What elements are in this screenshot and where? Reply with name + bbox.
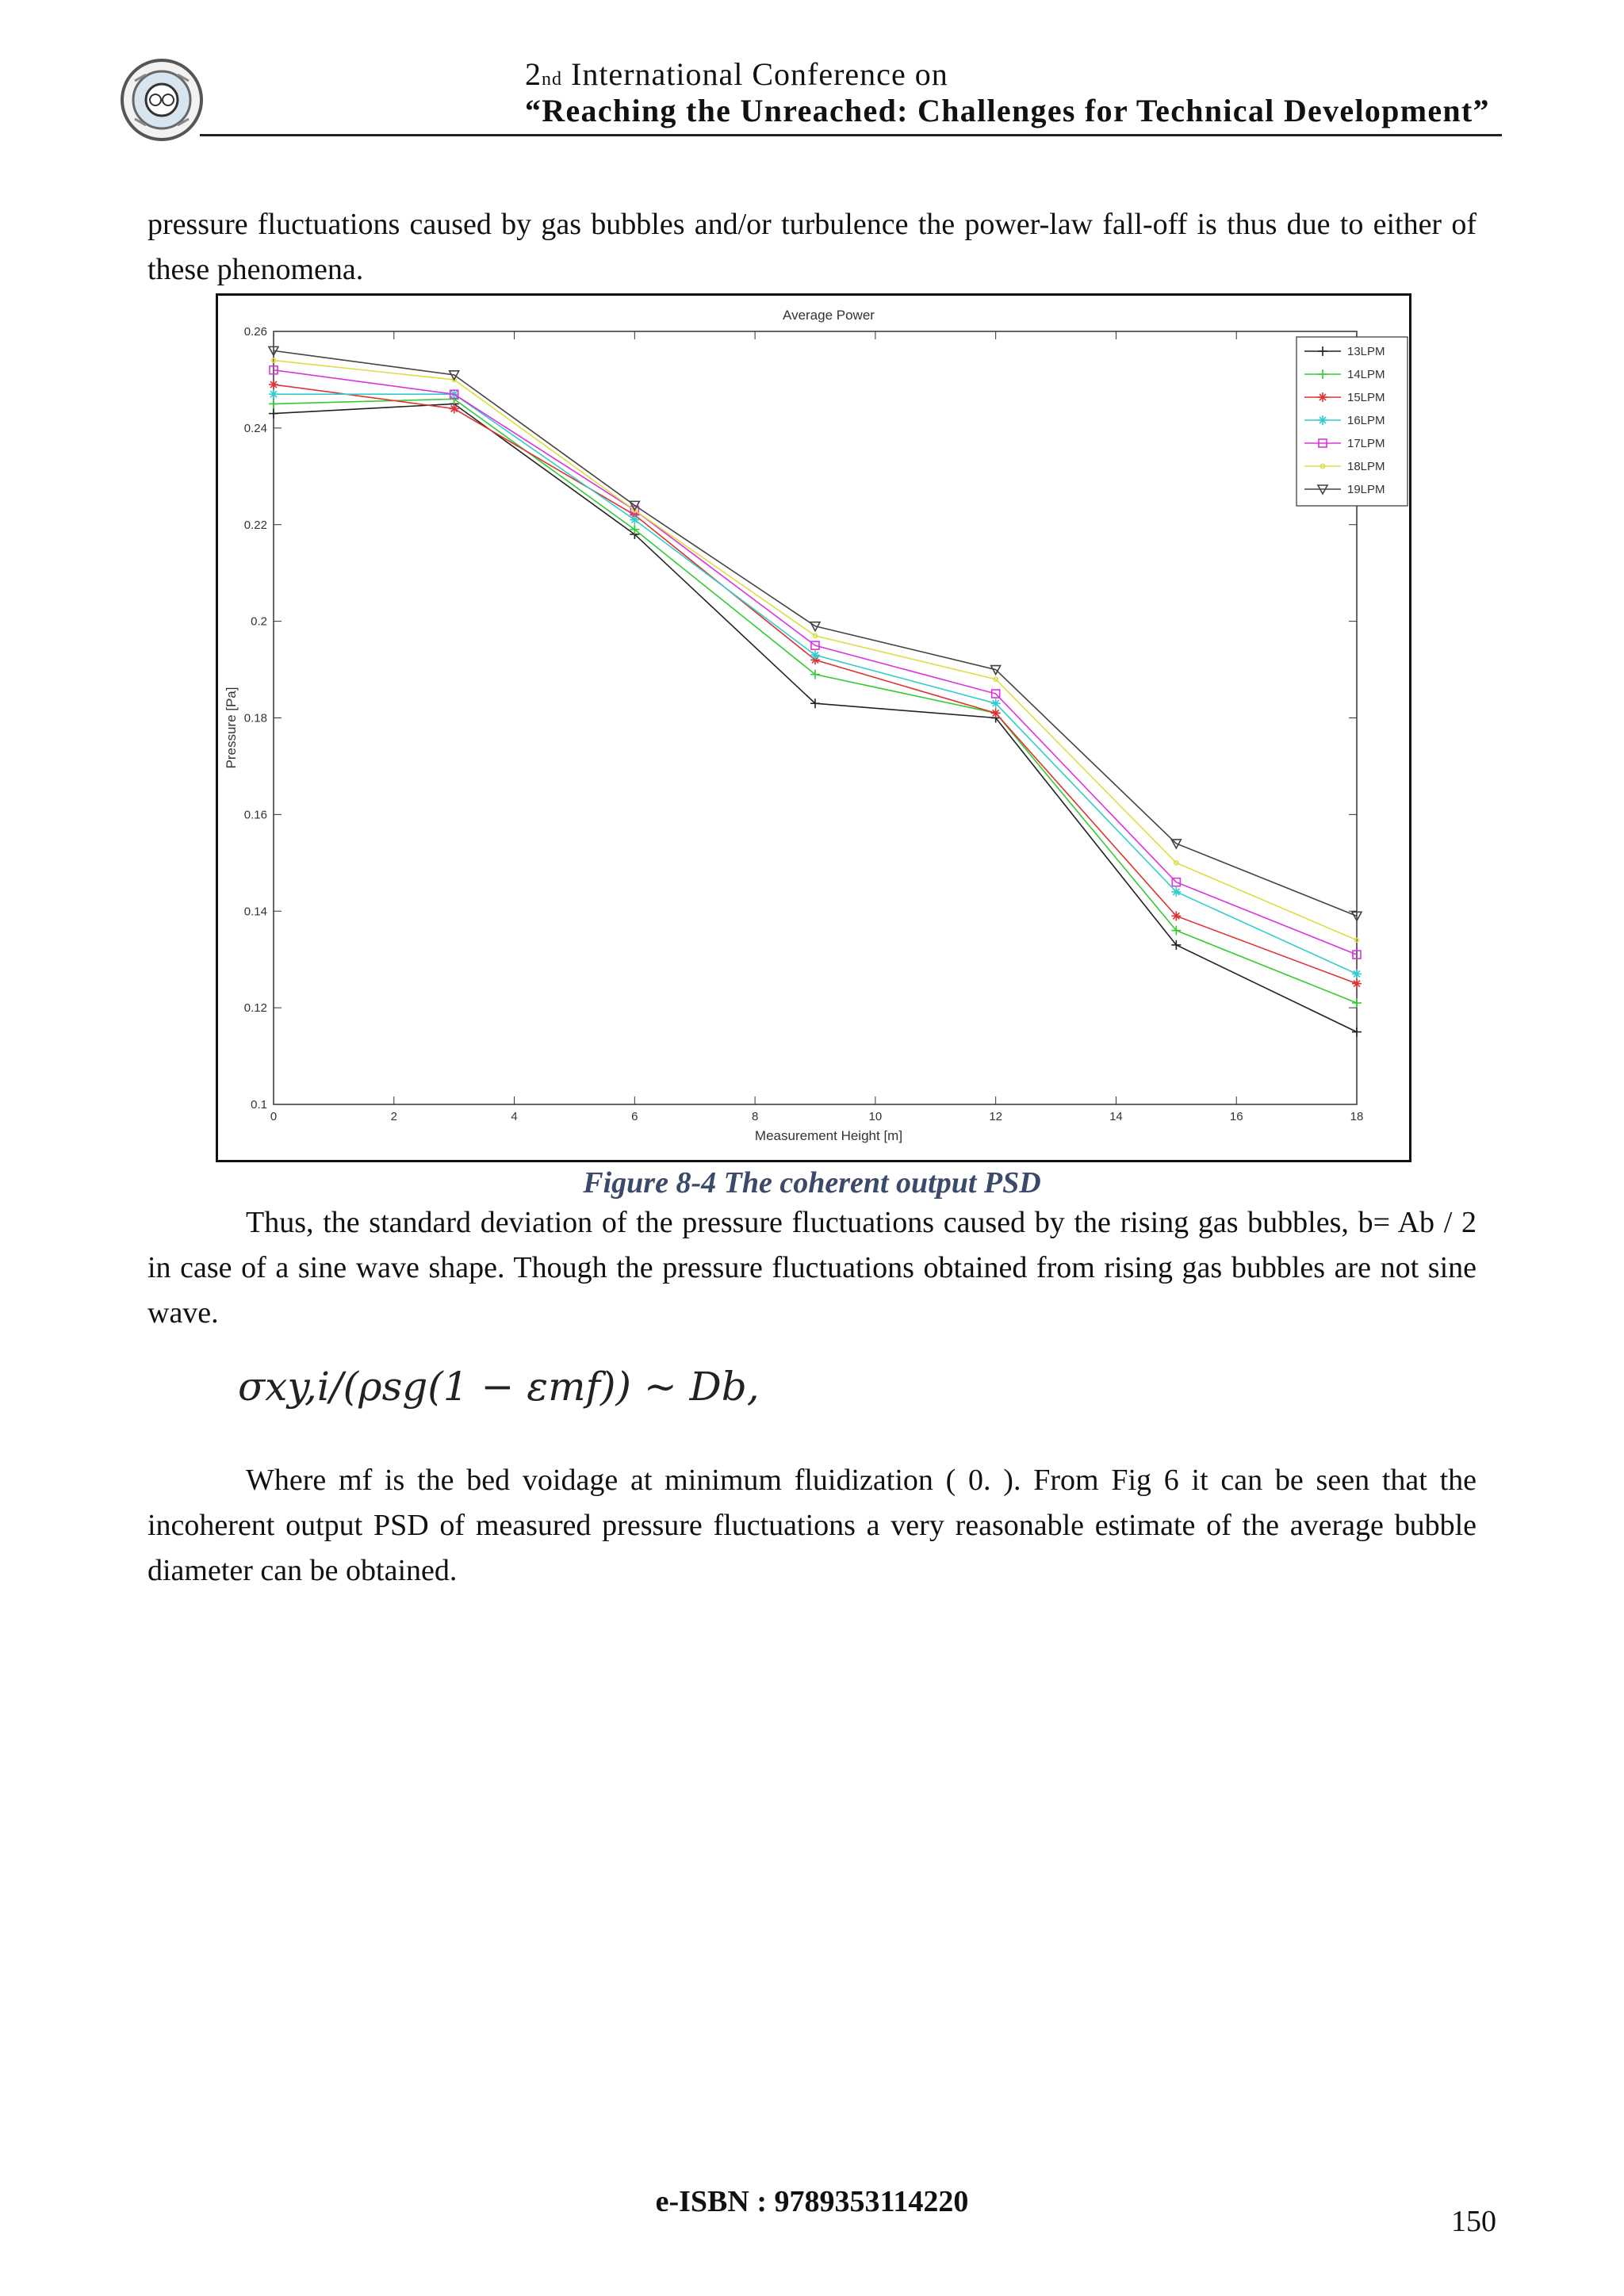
x-tick-label: 6 <box>631 1110 638 1123</box>
y-tick-label: 0.22 <box>243 518 267 532</box>
y-tick-label: 0.1 <box>251 1098 267 1112</box>
y-tick-label: 0.16 <box>243 808 267 822</box>
chart-legend <box>1297 337 1408 506</box>
x-tick-label: 2 <box>390 1110 397 1123</box>
x-tick-label: 10 <box>868 1110 883 1123</box>
y-tick-label: 0.24 <box>243 421 267 435</box>
legend-label: 17LPM <box>1347 437 1385 450</box>
y-tick-label: 0.26 <box>243 325 267 339</box>
x-tick-label: 4 <box>511 1110 518 1123</box>
legend-label: 15LPM <box>1347 391 1385 404</box>
conference-theme: “Reaching the Unreached: Challenges for Technical Development” <box>525 93 1490 128</box>
header-rule <box>200 134 1502 136</box>
body-paragraph-3-text: Where mf is the bed voidage at minimum fluidization ( 0. ). From Fig 6 it can be seen that the incoherent output PSD of measured pressure fluctuations a very reasonable estimate of the average bubble diameter can be obtained. <box>147 1464 1477 1587</box>
x-tick-label: 14 <box>1109 1110 1123 1123</box>
chart-y-axis-label: Pressure [Pa] <box>224 687 239 769</box>
x-tick-label: 16 <box>1229 1110 1243 1123</box>
legend-label: 14LPM <box>1347 368 1385 381</box>
y-tick-label: 0.18 <box>243 711 267 725</box>
page-number: 150 <box>1451 2205 1496 2238</box>
y-tick-label: 0.14 <box>243 905 267 919</box>
conference-title-line1 <box>525 55 948 93</box>
y-tick-label: 0.2 <box>251 614 267 629</box>
figure-frame <box>216 293 1411 1162</box>
isbn-footer: e-ISBN : 9789353114220 <box>655 2185 969 2218</box>
chart-x-axis-label: Measurement Height [m] <box>754 1128 903 1143</box>
figure-caption: Figure 8-4 The coherent output PSD <box>583 1166 1041 1200</box>
y-tick-label: 0.12 <box>243 1001 267 1016</box>
body-paragraph-2 <box>147 1200 1477 1336</box>
body-paragraph-1: pressure fluctuations caused by gas bubbles and/or turbulence the power-law fall-off is thus due to either of these phenomena. <box>147 208 1477 286</box>
x-tick-label: 8 <box>751 1110 759 1123</box>
legend-label: 19LPM <box>1347 483 1385 496</box>
x-tick-label: 0 <box>270 1110 278 1123</box>
bubble-diameter-formula: σxy,i/(ρsg(1 − εmf)) ~ Db, <box>238 1364 760 1410</box>
line-chart <box>218 296 1409 1160</box>
x-tick-label: 12 <box>989 1110 1003 1123</box>
chart-title: Average Power <box>783 308 875 323</box>
conference-title-rest: International Conference on <box>562 56 948 92</box>
legend-label: 16LPM <box>1347 414 1385 427</box>
ordinal-number: 2 <box>525 56 542 92</box>
x-tick-label: 18 <box>1350 1110 1364 1123</box>
page-header <box>0 0 1624 143</box>
body-paragraph-2-text: Thus, the standard deviation of the pressure fluctuations caused by the rising gas bubbles, b= Ab / 2 in case of a sine wave shape. Though the pressure fluctuations obtained from rising gas bubbles are not sine wave. <box>147 1206 1477 1330</box>
conference-logo-icon <box>119 57 205 143</box>
ordinal-suffix: nd <box>542 69 562 90</box>
body-paragraph-3 <box>147 1458 1477 1594</box>
legend-label: 13LPM <box>1347 345 1385 358</box>
legend-label: 18LPM <box>1347 460 1385 473</box>
